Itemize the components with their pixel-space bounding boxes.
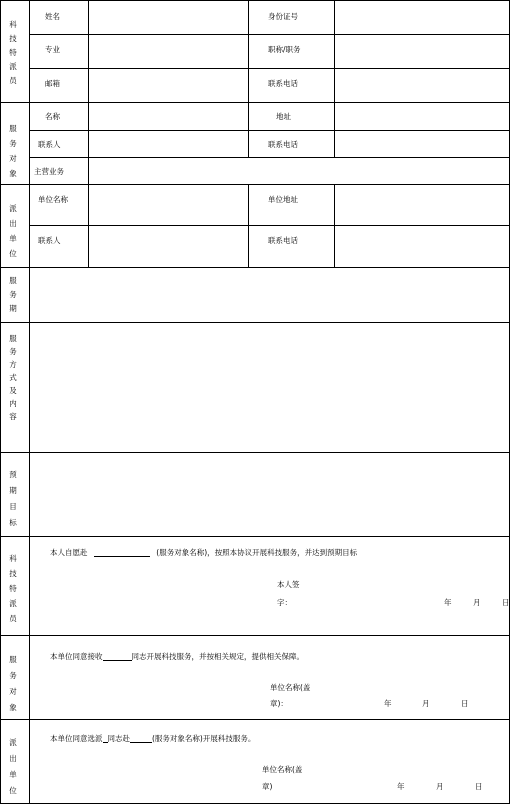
field-label-name: 姓名 [45,12,60,21]
service-target-blank[interactable] [94,547,150,557]
unit-sign-label-2: 章) [262,782,273,791]
label-dispatch-unit: 派 出 单 位 [9,204,17,258]
label-service-method: 服 务 方 式 及 内 容 [9,334,17,421]
section-line [0,719,510,720]
target-statement-post: 同志开展科技服务，并按相关规定，提供相关保障。 [131,652,304,661]
field-label-id-number: 身份证号 [268,12,298,21]
staff-name-blank[interactable] [103,651,132,661]
field-label-org-name: 名称 [45,112,60,121]
label-expected-goal: 预 期 目 标 [9,470,17,527]
tech-statement-pre: 本人自愿赴 [50,548,88,557]
unit-address-field[interactable] [335,185,509,225]
label-sig-service-target: 服 务 对 象 [9,655,17,712]
label-service-target: 服 务 对 象 [9,124,17,178]
tech-statement-post: (服务对象名称)，按照本协议开展科技服务，并达到预期目标 [156,548,358,557]
unit-sign-label-1: 单位名称(盖 [262,765,303,774]
section-line [0,635,510,636]
service-period-field[interactable] [30,268,509,322]
unit-sign-day: 日 [475,782,483,791]
address-field[interactable] [335,103,509,130]
label-sig-dispatch-unit: 派 出 单 位 [9,738,17,795]
major-field[interactable] [89,35,248,68]
field-label-major: 专业 [45,45,60,54]
unit-sign-year: 年 [397,782,405,791]
unit-sign-month: 月 [436,782,444,791]
border-left [0,0,1,804]
field-label-address: 地址 [276,112,291,121]
target-statement [50,651,304,661]
contact-phone-field[interactable] [335,69,509,102]
email-field[interactable] [89,69,248,102]
tech-sign-label-1: 本人签 [277,580,300,589]
field-label-unit-address: 单位地址 [268,195,298,204]
unit-statement [50,733,255,743]
tech-sign-label-2: 字： [277,598,292,607]
label-tech-staff: 科 技 特 派 员 [9,20,17,85]
tech-statement [50,547,357,557]
field-label-contact-person-2: 联系人 [38,236,61,245]
tech-sign-day: 日 [502,598,510,607]
target-sign-month: 月 [422,699,430,708]
expected-goal-field[interactable] [30,453,509,536]
col-divider [248,0,249,157]
field-label-email: 邮箱 [45,79,60,88]
service-target-blank-2[interactable] [130,733,152,743]
col-divider [248,184,249,267]
target-sign-year: 年 [384,699,392,708]
title-position-field[interactable] [335,35,509,68]
target-sign-label-1: 单位名称(盖 [270,683,311,692]
service-method-field[interactable] [30,323,509,452]
unit-statement-post: (服务对象名称)开展科技服务。 [152,734,256,743]
target-sign-day: 日 [461,699,469,708]
contact-person-field[interactable] [89,131,248,157]
field-label-contact-phone-2: 联系电话 [268,140,298,149]
contact-phone-2-field[interactable] [335,131,509,157]
unit-statement-mid: 同志赴 [107,734,130,743]
tech-sign-year: 年 [444,598,452,607]
unit-name-field[interactable] [89,185,248,225]
id-number-field[interactable] [335,1,509,34]
tech-sign-month: 月 [473,598,481,607]
field-label-unit-name: 单位名称 [38,195,68,204]
unit-statement-pre: 本单位同意选派 [50,734,103,743]
contact-phone-3-field[interactable] [335,226,509,267]
contact-person-2-field[interactable] [89,226,248,267]
main-business-field[interactable] [89,158,509,184]
field-label-contact-phone-3: 联系电话 [268,236,298,245]
name-field[interactable] [89,1,248,34]
target-statement-pre: 本单位同意接收 [50,652,103,661]
label-service-period: 服 务 期 [9,276,17,313]
field-label-contact-person: 联系人 [38,140,61,149]
section-line [0,536,510,537]
field-label-contact-phone: 联系电话 [268,79,298,88]
target-sign-label-2: 章)： [270,699,288,708]
field-label-title-position: 职称/职务 [268,45,301,54]
field-label-main-business: 主营业务 [34,167,64,176]
label-sig-tech-staff: 科 技 特 派 员 [9,554,17,623]
org-name-field[interactable] [89,103,248,130]
